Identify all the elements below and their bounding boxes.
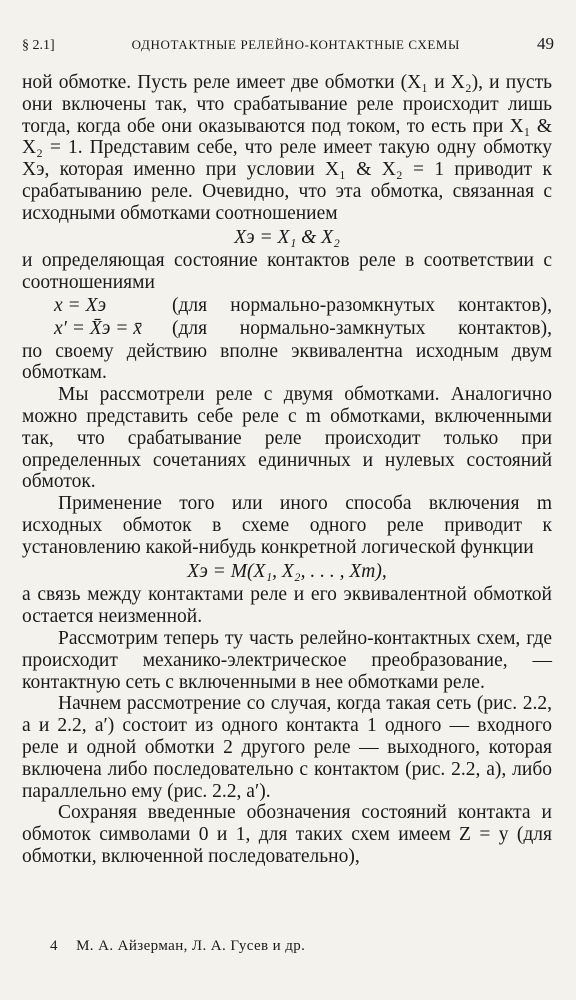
formula-row-normally-closed (22, 318, 552, 340)
paragraph-7: Рассмотрим теперь ту часть релейно-контактных схем, где происходит механико-электрическое преобразование, — контактную сеть с включенными в нее обмотками реле. (22, 627, 552, 693)
signature-authors: М. А. Айзерман, Л. А. Гусев и др. (76, 938, 306, 954)
paragraph-9: Сохраняя введенные обозначения состояний контакта и обмоток символами 0 и 1, для таких схем имеем Z = y (для обмотки, включенной последовательно), (22, 802, 552, 867)
paragraph-3: по своему действию вполне эквивалентна исходным двум обмоткам. (22, 340, 552, 384)
signature-line (50, 938, 305, 955)
paragraph-2: и определяющая состояние контактов реле в соответствии с соотношениями (22, 250, 552, 294)
signature-number: 4 (50, 938, 58, 954)
formula-normally-closed: x′ = X̄э = x̄ (54, 317, 142, 339)
page-number: 49 (536, 34, 554, 53)
formula-row-normally-open (22, 295, 552, 317)
paragraph-4: Мы рассмотрели реле с двумя обмотками. Аналогично можно представить себе реле с m обмотками, включенными так, что срабатывание реле происходит только при определенных сочетаниях единичных и нулевых состояний обмоток. (22, 384, 552, 493)
paragraph-8: Начнем рассмотрение со случая, когда такая сеть (рис. 2.2, a и 2.2, a′) состоит из одного контакта 1 одного — входного реле и одной обмотки 2 другого реле — выходного, которая включена либо последовательно с контактом (рис. 2.2, a), либо параллельно ему (рис. 2.2, a′). (22, 693, 552, 802)
formula-normally-open: x = Xэ (54, 294, 107, 316)
formula-normally-closed-note: (для нормально-замкнутых контактов), (172, 317, 552, 339)
running-header (22, 34, 554, 60)
formula-equivalent-winding: Xэ = X₁ & X₂ (234, 226, 340, 248)
formula-normally-open-note: (для нормально-разомкнутых контактов), (172, 294, 552, 316)
paragraph-1: ной обмотке. Пусть реле имеет две обмотки (X₁ и X₂), и пусть они включены так, что срабатывание реле происходит лишь тогда, когда обе они оказываются под током, то есть при X₁ & X₂ = 1. Представим себе, что реле имеет такую одну обмотку Xэ, которая именно при условии X₁ & X₂ = 1 приводит к срабатыванию реле. Очевидно, что эта обмотка, связанная с исходными обмотками соотношением (22, 72, 552, 224)
section-number: § 2.1] (22, 38, 55, 53)
paragraph-6: а связь между контактами реле и его эквивалентной обмоткой остается неизменной. (22, 584, 552, 628)
paragraph-5: Применение того или иного способа включения m исходных обмоток в схеме одного реле приводит к установлению какой-нибудь конкретной логической функции (22, 493, 552, 558)
running-title: ОДНОТАКТНЫЕ РЕЛЕЙНО-КОНТАКТНЫЕ СХЕМЫ (131, 37, 460, 52)
page-body (22, 72, 552, 868)
formula-logic-function: Xэ = M(X₁, X₂, . . . , Xm), (187, 560, 387, 582)
